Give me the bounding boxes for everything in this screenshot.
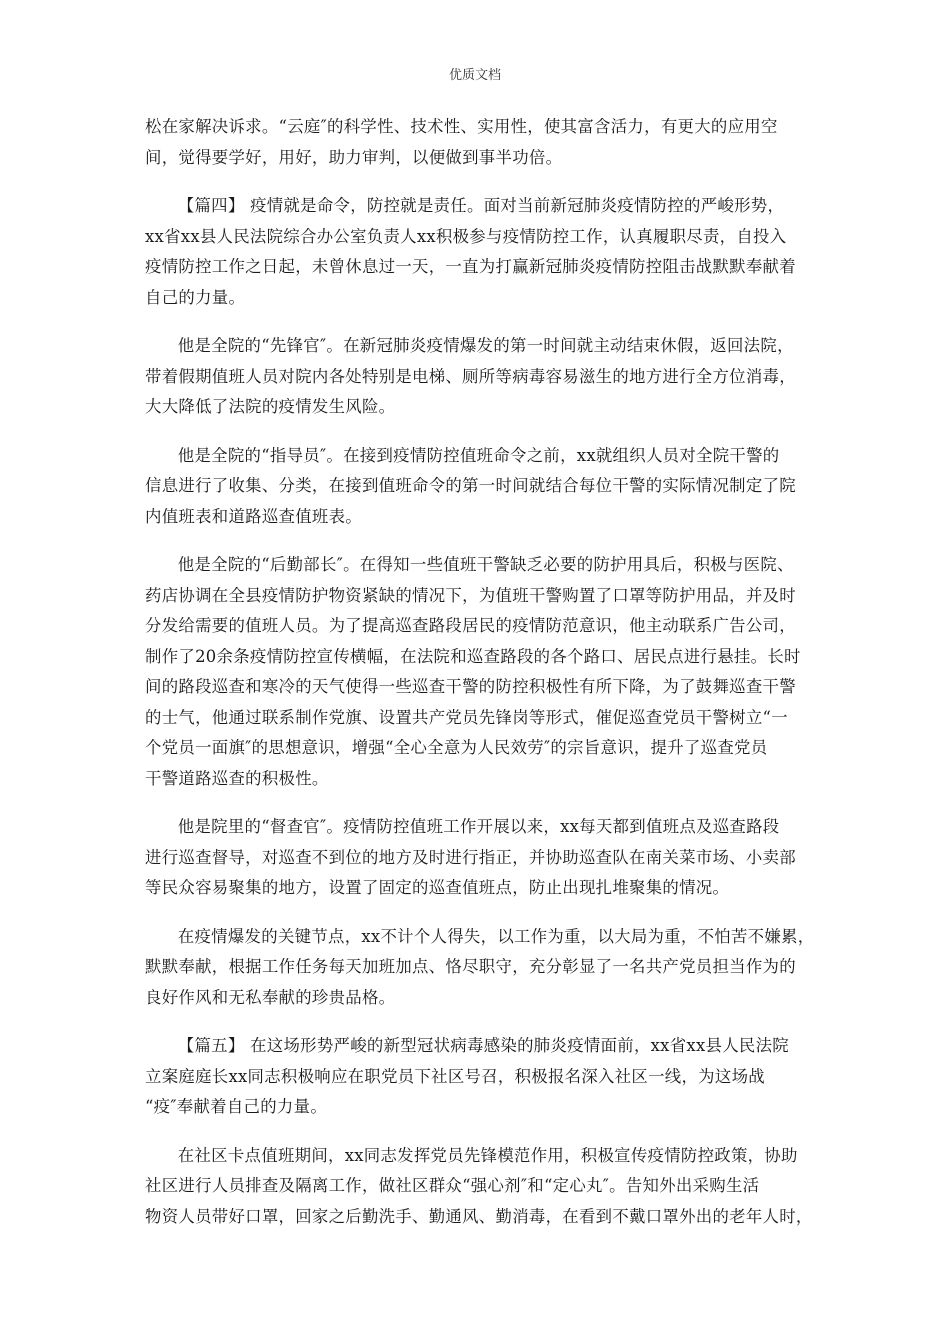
- paragraph-2: [145, 191, 813, 313]
- document-body: [145, 112, 813, 1232]
- paragraph-line: 在社区卡点值班期间，xx同志发挥党员先锋模范作用，积极宣传疫情防控政策，协助: [177, 1145, 798, 1165]
- paragraph-line: 【篇四】 疫情就是命令，防控就是责任。面对当前新冠肺炎疫情防控的严峻形势，: [177, 196, 785, 215]
- paragraph-line: 立案庭庭长xx同志积极响应在职党员下社区号召，积极报名深入社区一线，为这场战: [145, 1066, 765, 1086]
- paragraph-line: xx省xx县人民法院综合办公室负责人xx积极参与疫情防控工作，认真履职尽责，自投入: [145, 226, 787, 246]
- paragraph-7: [145, 922, 813, 1014]
- paragraph-line: 分发给需要的值班人员。为了提高巡查路段居民的疫情防范意识，他主动联系广告公司，: [145, 616, 796, 635]
- paragraph-line: 大大降低了法院的疫情发生风险。: [145, 397, 396, 416]
- paragraph-line: 个党员一面旗″的思想意识，增强“全心全意为人民效劳″的宗旨意识，提升了巡查党员: [145, 738, 768, 757]
- paragraph-line: 内值班表和道路巡查值班表。: [145, 506, 362, 526]
- paragraph-line: 自己的力量。: [145, 287, 246, 307]
- paragraph-line: 物资人员带好口罩，回家之后勤洗手、勤通风、勤消毒，在看到不戴口罩外出的老年人时，: [145, 1206, 813, 1226]
- paragraph-line: 在疫情爆发的关键节点，xx不计个人得失，以工作为重，以大局为重，不怕苦不嫌累，: [177, 926, 815, 946]
- page-header: 优质文档: [448, 68, 501, 83]
- paragraph-5: [145, 550, 813, 794]
- paragraph-line: 药店协调在全县疫情防护物资紧缺的情况下，为值班干警购置了口罩等防护用品，并及时: [145, 585, 796, 605]
- paragraph-line: 带着假期值班人员对院内各处特别是电梯、厕所等病毒容易滋生的地方进行全方位消毒，: [145, 366, 796, 386]
- paragraph-line: 松在家解决诉求。“云庭″的科学性、技术性、实用性，使其富含活力，有更大的应用空: [145, 117, 778, 136]
- paragraph-line: 他是全院的“指导员″。在接到疫情防控值班命令之前，xx就组织人员对全院干警的: [177, 445, 780, 465]
- paragraph-line: “疫″奉献着自己的力量。: [145, 1097, 328, 1116]
- paragraph-9: [145, 1141, 813, 1233]
- paragraph-line: 间的路段巡查和寒冷的天气使得一些巡查干警的防控积极性有所下降，为了鼓舞巡查干警: [145, 677, 796, 696]
- paragraph-line: 他是全院的“先锋官″。在新冠肺炎疫情爆发的第一时间就主动结束休假，返回法院，: [177, 336, 794, 355]
- paragraph-line: 默默奉献，根据工作任务每天加班加点、恪尽职守，充分彰显了一名共产党员担当作为的: [145, 957, 796, 976]
- paragraph-line: 他是全院的“后勤部长″。在得知一些值班干警缺乏必要的防护用具后，积极与医院、: [177, 555, 794, 574]
- paragraph-line: 制作了20余条疫情防控宣传横幅，在法院和巡查路段的各个路口、居民点进行悬挂。长时: [145, 646, 801, 666]
- paragraph-line: 等民众容易聚集的地方，设置了固定的巡查值班点，防止出现扎堆聚集的情况。: [145, 878, 730, 897]
- paragraph-8: [145, 1031, 813, 1123]
- paragraph-1: [145, 112, 813, 173]
- paragraph-line: 信息进行了收集、分类，在接到值班命令的第一时间就结合每位干警的实际情况制定了院: [145, 476, 796, 495]
- paragraph-line: 进行巡查督导，对巡查不到位的地方及时进行指正，并协助巡查队在南关菜市场、小卖部: [145, 847, 796, 867]
- paragraph-line: 的士气，他通过联系制作党旗、设置共产党员先锋岗等形式，催促巡查党员干警树立“一: [145, 707, 788, 727]
- paragraph-line: 良好作风和无私奉献的珍贵品格。: [145, 987, 396, 1007]
- paragraph-line: 疫情防控工作之日起，未曾休息过一天，一直为打赢新冠肺炎疫情防控阻击战默默奉献着: [145, 257, 796, 276]
- paragraph-line: 间，觉得要学好，用好，助力审判，以便做到事半功倍。: [145, 147, 563, 167]
- paragraph-line: 【篇五】 在这场形势严峻的新型冠状病毒感染的肺炎疫情面前，xx省xx县人民法院: [177, 1036, 789, 1055]
- paragraph-line: 社区进行人员排查及隔离工作，做社区群众“强心剂″和“定心丸″。告知外出采购生活: [145, 1176, 760, 1195]
- paragraph-3: [145, 331, 813, 423]
- paragraph-6: [145, 812, 813, 904]
- paragraph-line: 干警道路巡查的积极性。: [145, 768, 329, 788]
- paragraph-line: 他是院里的“督查官″。疫情防控值班工作开展以来，xx每天都到值班点及巡查路段: [177, 817, 780, 836]
- paragraph-4: [145, 441, 813, 533]
